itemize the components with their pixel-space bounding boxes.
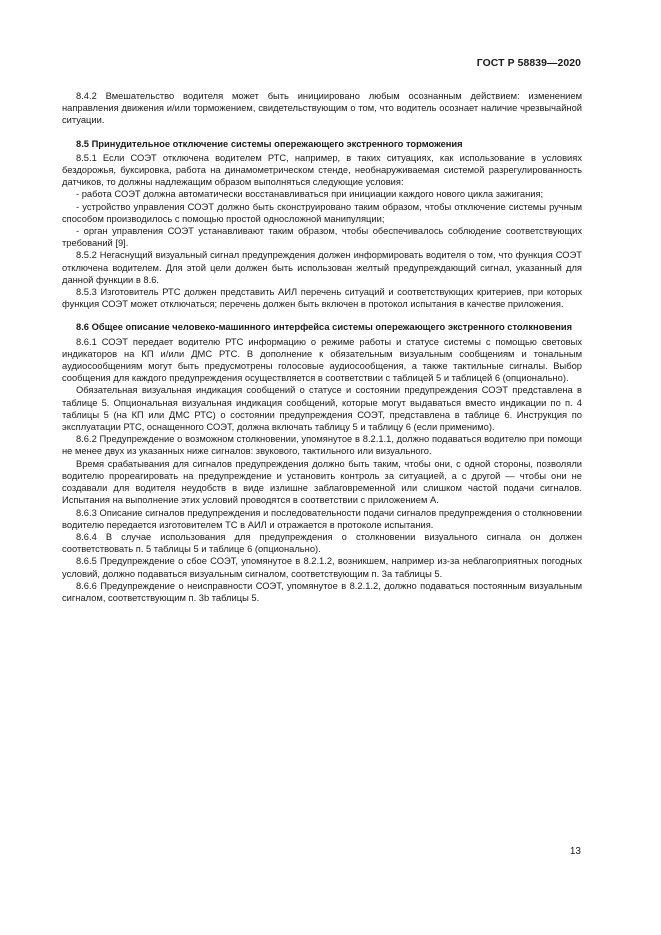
section-gap xyxy=(62,127,582,138)
paragraph: 8.6.4 В случае использования для предупреждения о столкновении визуального сигнала он должен соответствовать п. 5 таблицы 5 и таблице 6 (опционально). xyxy=(62,531,582,555)
section-gap xyxy=(62,310,582,321)
paragraph: - работа СОЭТ должна автоматически восстанавливаться при инициации каждого нового цикла зажигания; xyxy=(76,189,544,200)
paragraph: Обязательная визуальная индикация сообщений о статусе и состоянии предупреждения СОЭТ представлена в таблице 5. Опциональная визуальная индикация сообщений, которые могут выдаваться вместо индикации по п. 4 таблицы 5 (на КП или ДМС РТС) о состоянии предупреждения СОЭТ, представлена в таблице 6. Инструкция по эксплуатации РТС, оснащенного СОЭТ, должна включать таблицу 5 и таблицу 6 (если применимо). xyxy=(62,385,582,433)
paragraph: - устройство управления СОЭТ должно быть сконструировано таким образом, чтобы отключение системы ручным способом производилось с помощью простой односложной манипуляции; xyxy=(62,201,582,224)
paragraph: 8.6.1 СОЭТ передает водителю РТС информацию о режиме работы и статусе системы с помощью световых индикаторов на КП и/или ДМС РТС. В дополнение к обязательным визуальным сообщениям и тональным аудиосообщениям могут быть предусмотрены голосовые аудиосообщения, а также тактильные сигналы. Выбор сообщения для каждого предупреждения осуществляется в соответствии с таблицей 5 и таблицей 6 (опционально). xyxy=(62,336,582,384)
paragraph: 8.6.6 Предупреждение о неисправности СОЭТ, упомянутое в 8.2.1.2, должно подаваться постоянным визуальным сигналом, соответствующим п. 3b таблицы 5. xyxy=(62,580,582,603)
section-heading: 8.5 Принудительное отключение системы опережающего экстренного торможения xyxy=(76,138,463,149)
standard-code: ГОСТ Р 58839—2020 xyxy=(476,58,581,69)
document-body xyxy=(62,90,582,604)
paragraph: - орган управления СОЭТ устанавливают таким образом, чтобы обеспечивалось соблюдение соответствующих требований [9]. xyxy=(62,226,582,249)
paragraph: 8.6.5 Предупреждение о сбое СОЭТ, упомянутое в 8.2.1.2, возникшем, например из-за неблагоприятных погодных условий, должно подаваться визуальным сигналом, соответствующим п. 3а таблицы 5. xyxy=(62,556,582,579)
paragraph: 8.6.2 Предупреждение о возможном столкновении, упомянутое в 8.2.1.1, должно подаваться водителю при помощи не менее двух из указанных ниже сигналов: звукового, тактильного или визуального. xyxy=(62,434,582,457)
page-number: 13 xyxy=(569,846,581,857)
paragraph: 8.5.1 Если СОЭТ отключена водителем РТС, например, в таких ситуациях, как использование в условиях бездорожья, буксировка, работа на динамометрическом стенде, необнаруживаемая системой разрегулированность датчиков, то должны надлежащим образом выполняться следующие условия: xyxy=(62,152,582,188)
paragraph: 8.5.3 Изготовитель РТС должен представить АИЛ перечень ситуаций и соответствующих критериев, при которых функция СОЭТ может отключаться; перечень должен быть включен в протокол испытания в качестве приложения. xyxy=(62,287,582,310)
paragraph: 8.6.3 Описание сигналов предупреждения и последовательности подачи сигналов предупреждения о столкновении водителю передается изготовителем ТС в АИЛ и отражается в протоколе испытания. xyxy=(62,507,582,530)
paragraph: Время срабатывания для сигналов предупреждения должно быть таким, чтобы они, с одной стороны, позволяли водителю прореагировать на предупреждение и установить контроль за ситуацией, а с другой — чтобы они не создавали для водителя неудобств в виде излишне заблаговременной или слишком частой подачи сигналов. Испытания на выполнение этих условий проводятся в соответствии с приложением А. xyxy=(62,458,582,506)
paragraph: 8.5.2 Негаснущий визуальный сигнал предупреждения должен информировать водителя о том, что функция СОЭТ отключена водителем. Для этой цели должен быть использован желтый предупреждающий сигнал, указанный для данной функции в 8.6. xyxy=(62,250,582,285)
section-heading: 8.6 Общее описание человеко-машинного интерфейса системы опережающего экстренного столкновения xyxy=(76,322,573,333)
paragraph: 8.4.2 Вмешательство водителя может быть инициировано любым осознанным действием: изменением направления движения и/или торможением, свидетельствующим о том, что водитель осознает наличие чрезвычайной ситуации. xyxy=(62,91,582,126)
